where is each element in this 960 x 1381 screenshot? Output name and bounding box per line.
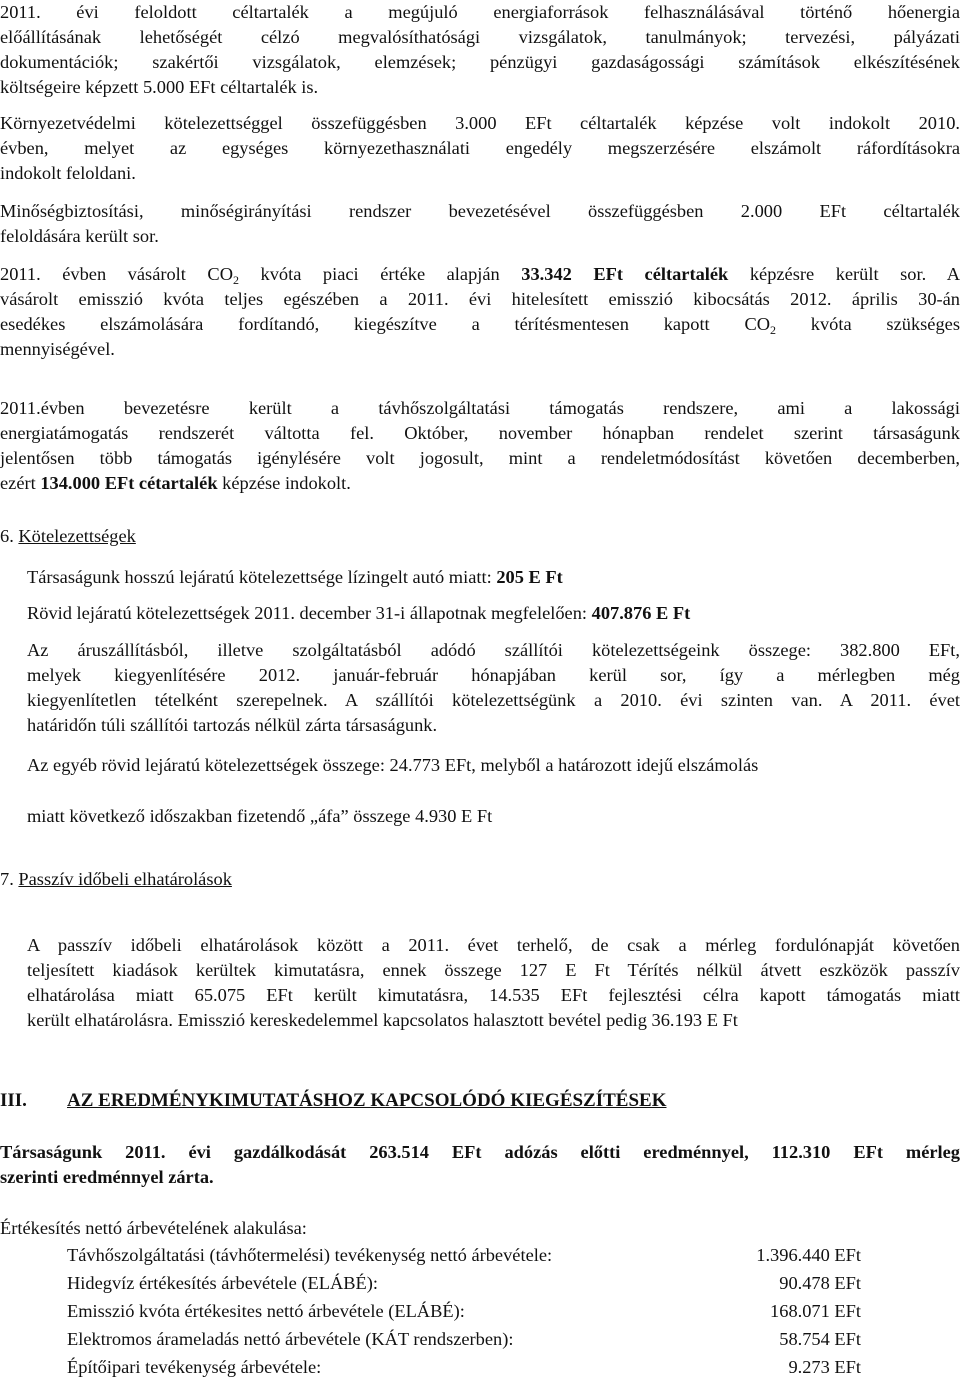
revenue-label: Építőipari tevékenység árbevétele: <box>67 1357 322 1377</box>
district-line: energiatámogatás rendszerét váltotta fel. Október, november hónapban rendelet szerint társaságunk <box>0 423 960 443</box>
env-line: évben, melyet az egységes környezethasználati engedély megszerzésére elszámolt ráfordításokra <box>0 138 960 158</box>
intro-line: költségeire képzett 5.000 EFt céltartalék is. <box>0 77 319 97</box>
revenue-value: 90.478 EFt <box>779 1273 861 1293</box>
co2-text: kvóta szükséges <box>776 314 960 334</box>
revenue-label: Távhőszolgáltatási (távhőtermelési) tevékenység nettó árbevétele: <box>67 1245 553 1265</box>
suppliers-line: határidőn túli szállítói tartozás nélkül zárta társaságunk. <box>27 715 438 735</box>
revenue-heading-text: Értékesítés nettó árbevételének alakulása: <box>0 1218 307 1238</box>
co2-line <box>0 312 960 337</box>
env-line: indokolt feloldani. <box>0 163 136 183</box>
shortterm-text: Rövid lejáratú kötelezettségek 2011. december 31-i állapotnak megfelelően: <box>27 603 592 623</box>
co2-text: képzésre került sor. A <box>728 264 960 284</box>
section-7-number: 7. <box>0 869 14 889</box>
deferred-income-paragraph <box>27 933 960 1033</box>
deferred-line: került elhatárolásra. Emisszió kereskedelemmel kapcsolatos halasztott bevétel pedig 36.193 E Ft <box>27 1010 738 1030</box>
co2-line <box>0 262 960 287</box>
revenue-row <box>67 1269 867 1297</box>
revenue-row <box>67 1241 867 1269</box>
section-7-title: Passzív időbeli elhatárolások <box>18 869 232 889</box>
shortterm-liabilities <box>27 601 960 626</box>
section-6-number: 6. <box>0 526 14 546</box>
longterm-liabilities <box>27 565 960 590</box>
quality-paragraph <box>0 199 960 249</box>
district-amount: 134.000 EFt cétartalék <box>40 473 218 493</box>
section-iii-title: AZ EREDMÉNYKIMUTATÁSHOZ KAPCSOLÓDÓ KIEGÉSZÍTÉSEK <box>67 1090 667 1111</box>
revenue-value: 1.396.440 EFt <box>756 1245 861 1265</box>
suppliers-paragraph <box>27 638 960 738</box>
co2-paragraph <box>0 262 960 362</box>
deferred-line: elhatárolása miatt 65.075 EFt került kimutatásra, 14.535 EFt fejlesztési célra kapott támogatás miatt <box>27 985 960 1005</box>
section-7-heading <box>0 867 960 892</box>
revenue-label: Elektromos árameladás nettó árbevétele (KÁT rendszerben): <box>67 1329 514 1349</box>
district-line: 2011.évben bevezetésre került a távhőszolgáltatási támogatás rendszere, ami a lakossági <box>0 398 960 418</box>
suppliers-line: Az áruszállításból, illetve szolgáltatásból adódó szállítói kötelezettségeink összege: 382.800 EFt, <box>27 640 960 660</box>
intro-line: 2011. évi feloldott céltartalék a megújuló energiaforrások felhasználásával történő hőenergia <box>0 2 960 22</box>
co2-amount: 33.342 EFt céltartalék <box>521 264 729 284</box>
district-line <box>0 471 960 496</box>
section-iii-number: III. <box>0 1090 27 1111</box>
revenue-row <box>67 1297 867 1325</box>
longterm-amount: 205 E Ft <box>496 567 563 587</box>
co2-text: esedékes elszámolására fordítandó, kiegészítve a térítésmentesen kapott CO <box>0 314 770 334</box>
revenue-label: Hidegvíz értékesítés árbevétele (ELÁBÉ): <box>67 1273 378 1293</box>
revenue-value: 9.273 EFt <box>788 1357 861 1377</box>
district-line: jelentősen több támogatás igénylésére volt jogosult, mint a rendeletmódosítást követően decemberben, <box>0 448 960 468</box>
suppliers-line: kiegyenlítetlen tételként szerepelnek. A szállítói kötelezettségünk a 2010. évi szinten van. A 2011. évet <box>27 690 960 710</box>
other-liabilities-line-1 <box>27 753 960 778</box>
co2-line: vásárolt emisszió kvóta teljes egészében a 2011. évi hitelesített emisszió kibocsátás 2012. április 30-án <box>0 289 960 309</box>
co2-text: 2011. évben vásárolt CO <box>0 264 233 284</box>
section-6-title: Kötelezettségek <box>18 526 136 546</box>
intro-line: dokumentációk; szakértői vizsgálatok, elemzések; pénzügyi gazdaságossági számítások elkészítésének <box>0 52 960 72</box>
other-liabilities-text: miatt következő időszakban fizetendő „áfa” összege 4.930 E Ft <box>27 806 493 826</box>
district-heating-paragraph <box>0 396 960 496</box>
longterm-text: Társaságunk hosszú lejáratú kötelezettsége lízingelt autó miatt: <box>27 567 497 587</box>
env-paragraph <box>0 111 960 186</box>
revenue-row <box>67 1353 867 1381</box>
revenue-table <box>67 1241 867 1381</box>
revenue-value: 168.071 EFt <box>770 1301 861 1321</box>
revenue-value: 58.754 EFt <box>779 1329 861 1349</box>
district-text: képzése indokolt. <box>217 473 351 493</box>
results-summary <box>0 1140 960 1190</box>
quality-line: feloldására került sor. <box>0 226 159 246</box>
summary-line: szerinti eredménnyel zárta. <box>0 1167 214 1187</box>
quality-line: Minőségbiztosítási, minőségirányítási rendszer bevezetésével összefüggésben 2.000 EFt céltartalék <box>0 201 960 221</box>
revenue-heading <box>0 1216 960 1241</box>
deferred-line: teljesített kiadások kerültek kimutatásra, ennek összege 127 E Ft Térítés nélkül átvett eszközök passzív <box>27 960 960 980</box>
co2-line: mennyiségével. <box>0 339 115 359</box>
other-liabilities-text: Az egyéb rövid lejáratú kötelezettségek összege: 24.773 EFt, melyből a határozott idejű elszámolás <box>27 755 759 775</box>
co2-text: kvóta piaci értéke alapján <box>238 264 522 284</box>
deferred-line: A passzív időbeli elhatárolások között a 2011. évet terhelő, de csak a mérleg fordulónapját követően <box>27 935 960 955</box>
env-line: Környezetvédelmi kötelezettséggel összefüggésben 3.000 EFt céltartalék képzése volt indokolt 2010. <box>0 113 960 133</box>
co2-subscript: 2 <box>770 323 776 337</box>
suppliers-line: melyek kiegyenlítésére 2012. január-február hónapjában kerül sor, így a mérlegben még <box>27 665 960 685</box>
revenue-label: Emisszió kvóta értékesites nettó árbevétele (ELÁBÉ): <box>67 1301 465 1321</box>
intro-line: előállításának lehetőségét célzó megvalósíthatósági vizsgálatok, tanulmányok; tervezési, pályázati <box>0 27 960 47</box>
district-text: ezért <box>0 473 41 493</box>
shortterm-amount: 407.876 E Ft <box>591 603 691 623</box>
summary-line: Társaságunk 2011. évi gazdálkodását 263.514 EFt adózás előtti eredménnyel, 112.310 EFt mérleg <box>0 1142 960 1162</box>
co2-subscript: 2 <box>232 273 239 287</box>
intro-paragraph <box>0 0 960 100</box>
section-iii-heading <box>0 1088 960 1113</box>
revenue-row <box>67 1325 867 1353</box>
other-liabilities-line-2 <box>27 804 960 829</box>
section-6-heading <box>0 524 960 549</box>
